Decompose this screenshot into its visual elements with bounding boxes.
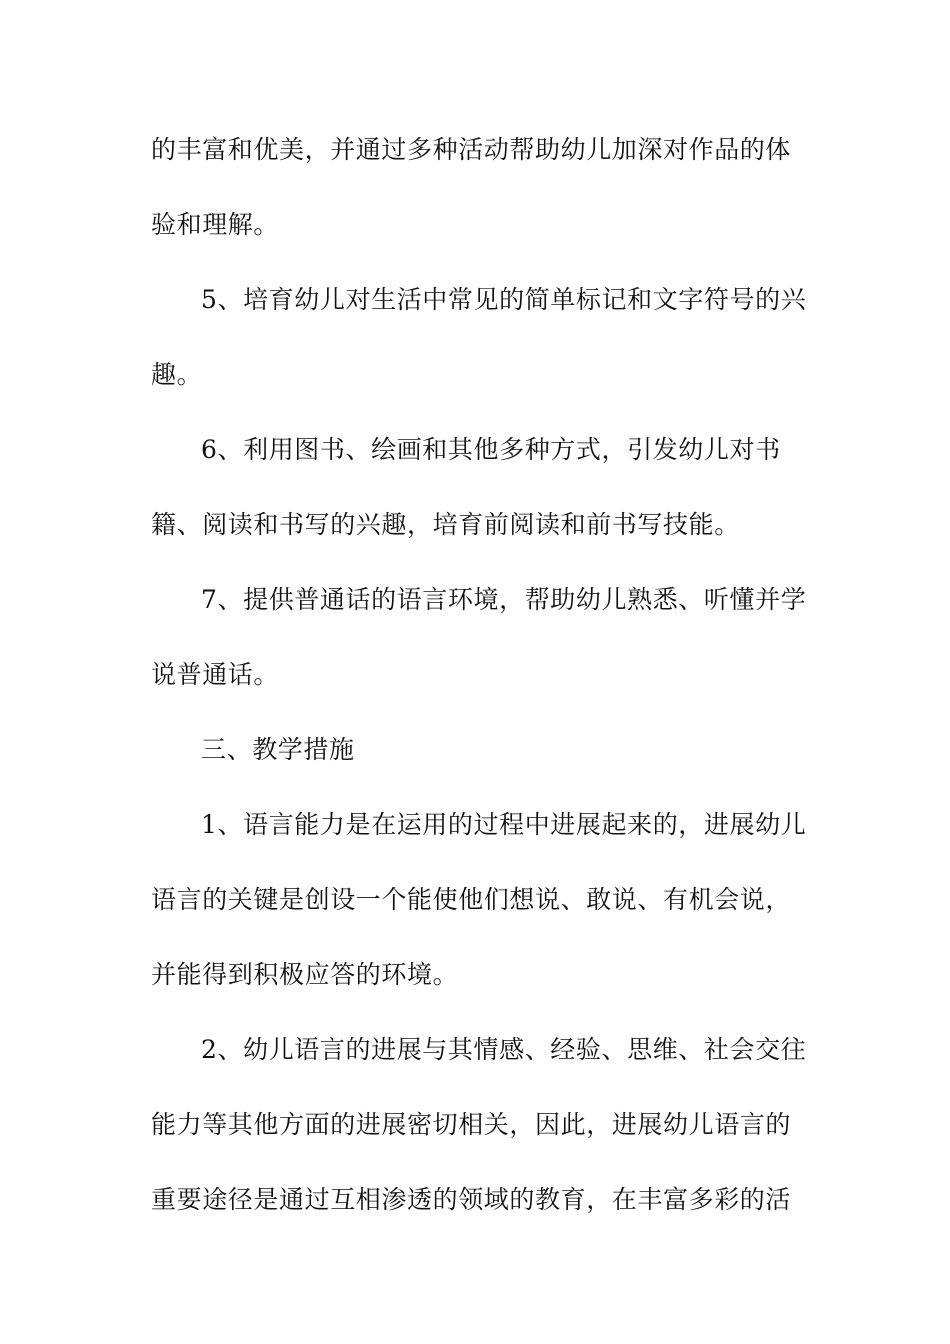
- section-heading: 三、教学措施: [201, 735, 355, 764]
- text-line: 说普通话。: [151, 660, 280, 689]
- text-line: 语言的关键是创设一个能使他们想说、敢说、有机会说，: [151, 885, 792, 914]
- text-line: 6、利用图书、绘画和其他多种方式，引发幼儿对书: [201, 435, 781, 464]
- text-line: 的丰富和优美，并通过多种活动帮助幼儿加深对作品的体: [151, 135, 792, 164]
- text-line: 能力等其他方面的进展密切相关，因此，进展幼儿语言的: [151, 1110, 792, 1139]
- text-line: 1、语言能力是在运用的过程中进展起来的，进展幼儿: [201, 810, 807, 839]
- text-line: 5、培育幼儿对生活中常见的简单标记和文字符号的兴: [201, 285, 807, 314]
- text-line: 重要途径是通过互相渗透的领域的教育，在丰富多彩的活: [151, 1185, 792, 1214]
- text-line: 趣。: [151, 360, 203, 389]
- text-line: 验和理解。: [151, 210, 280, 239]
- text-line: 2、幼儿语言的进展与其情感、经验、思维、社会交往: [201, 1035, 807, 1064]
- text-line: 籍、阅读和书写的兴趣，培育前阅读和前书写技能。: [151, 510, 740, 539]
- text-line: 7、提供普通话的语言环境，帮助幼儿熟悉、听懂并学: [201, 585, 807, 614]
- text-line: 并能得到积极应答的环境。: [151, 960, 459, 989]
